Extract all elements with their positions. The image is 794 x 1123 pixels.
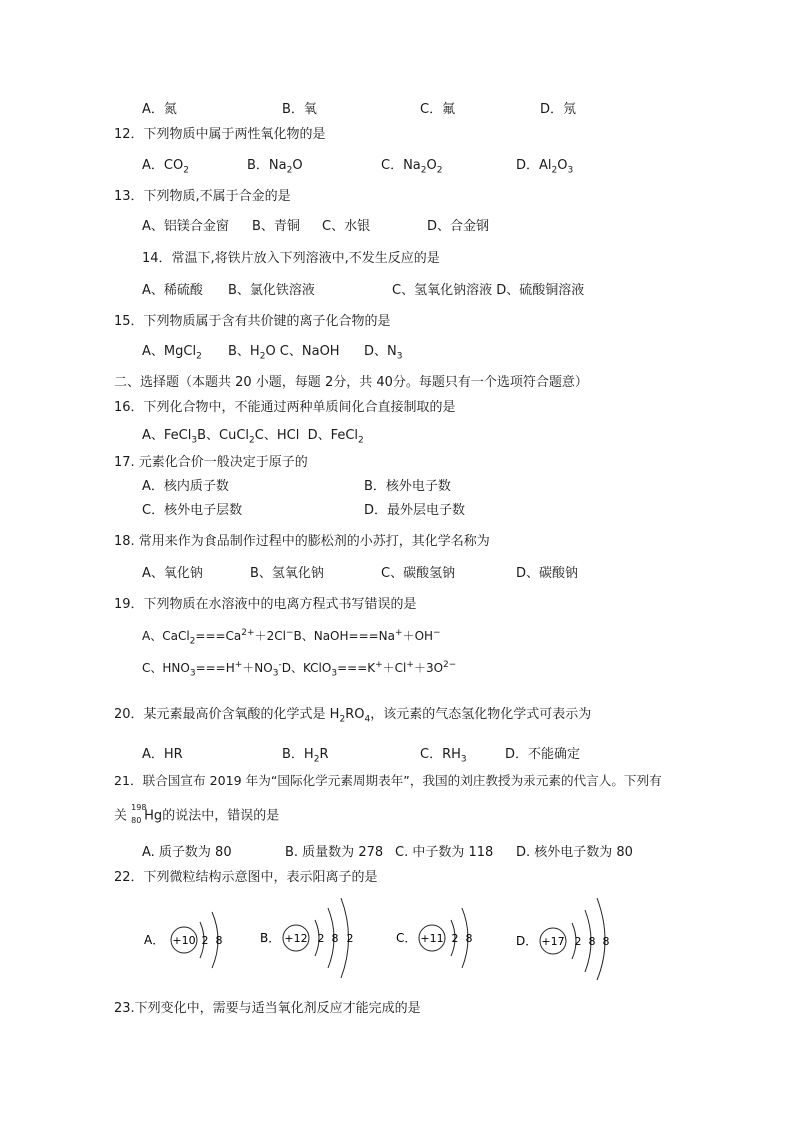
q12-option-d: D．$Al_2O_3$ [516,158,574,176]
q13-stem: 13．下列物质,不属于合金的是 [114,189,291,204]
q17-stem: 17. 元素化合价一般决定于原子的 [114,455,308,470]
q17-option-c: C．核外电子层数 [142,503,243,518]
section-heading: 二、选择题（本题共 20 小题，每题 2分，共 40分。每题只有一个选项符合题意） [114,375,588,390]
nuclide-symbol: 198 80 [131,803,147,825]
q20-option-c: C．$RH_3$ [420,747,467,765]
q19-options-cd: C、$HNO_3===H^++NO_3^-D$、$KClO_3===K^++Cl^++3O^{2-}$ [142,660,457,679]
atom-a-nucleus: +10 [172,934,196,947]
atom-b-shell-1: 2 [317,932,325,945]
atom-a-shell-2: 8 [215,934,223,947]
atom-diagram-d [516,892,626,986]
q21-option-d: D. 核外电子数为 80 [516,845,633,860]
q17-option-d: D．最外层电子数 [364,503,466,518]
q23-stem: 23.下列变化中，需要与适当氧化剂反应才能完成的是 [114,1001,421,1016]
q18-option-c: C、碳酸氢钠 [381,566,456,581]
atom-d-shell-1: 2 [574,935,582,948]
q15-stem: 15．下列物质属于含有共价键的离子化合物的是 [114,314,391,329]
q17-option-b: B．核外电子数 [364,479,451,494]
atom-b-shell-2: 8 [331,932,339,945]
q15-option-a: A、MgCl$_2$ [142,344,202,362]
q20-option-d: D．不能确定 [505,747,581,762]
atom-c-nucleus: +11 [420,932,444,945]
q20-stem: 20．某元素最高价含氧酸的化学式是 $H_2RO_4$，该元素的气态氢化物化学式可表示为 [114,707,592,725]
q18-option-b: B、氢氧化钠 [250,566,324,581]
atom-a-label: A． [144,933,165,947]
atom-a-shell-1: 2 [201,934,209,947]
q19-stem: 19．下列物质在水溶液中的电离方程式书写错误的是 [114,597,417,612]
atom-c-label: C． [396,931,417,945]
q13-option-b: B、青铜 [252,219,300,234]
atom-d-label: D． [516,934,538,948]
q21-option-a: A. 质子数为 80 [142,845,232,860]
atom-c-shell-2: 8 [465,932,473,945]
q19-options-ab: A、$CaCl_2===Ca^{2+}+2Cl^-B$、NaOH===Na+＋OH− [142,628,441,647]
q21-stem-line2: 关 198 80 Hg的说法中，错误的是 [114,803,280,825]
q17-option-a: A．核内质子数 [142,479,229,494]
q18-stem: 18. 常用来作为食品制作过程中的膨松剂的小苏打，其化学名称为 [114,534,490,549]
q11-option-c: C．氟 [420,102,456,117]
atom-d-shell-2: 8 [588,935,596,948]
q15-option-bc: B、$H_2O$ C、NaOH [228,344,340,362]
atom-b-nucleus: +12 [284,932,308,945]
q16-options: A、FeCl$_3$B、CuCl$_2$C、HCl D、FeCl$_2$ [142,428,364,446]
q21-option-b: B. 质量数为 278 [285,845,384,860]
q15-option-d: D、$N_3$ [364,344,403,362]
atom-c-shell-1: 2 [451,932,459,945]
q13-option-c: C、水银 [322,219,371,234]
atom-diagram-b [258,892,368,984]
q21-option-c: C. 中子数为 118 [395,845,494,860]
q20-option-b: B．$H_2R$ [282,747,329,765]
q11-option-b: B．氧 [282,102,317,117]
q14-option-cd: C、氢氧化钠溶液 D、硫酸铜溶液 [392,283,585,298]
atom-b-label: B． [260,931,281,945]
q14-option-a: A、稀硫酸 [142,283,203,298]
atom-diagram-a [142,896,242,980]
q14-option-b: B、氯化铁溶液 [228,283,315,298]
q12-stem: 12．下列物质中属于两性氧化物的是 [114,127,326,142]
atom-b-shell-3: 2 [346,932,354,945]
q22-stem: 22．下列微粒结构示意图中，表示阳离子的是 [114,870,378,885]
q12-option-a: A．$CO_2$ [142,158,189,176]
q12-option-b: B．$Na_2O$ [247,158,303,176]
q20-option-a: A．HR [142,747,183,762]
q18-option-d: D、碳酸钠 [516,566,579,581]
atom-diagram-c [396,896,496,980]
atom-d-nucleus: +17 [541,935,565,948]
q13-option-a: A、铝镁合金窗 [142,219,229,234]
q11-option-d: D．氖 [540,102,577,117]
q12-option-c: C．$Na_2O_2$ [381,158,443,176]
q11-option-a: A．氮 [142,102,177,117]
q21-stem-line1: 21．联合国宣布 2019 年为“国际化学元素周期表年”，我国的刘庄教授为汞元素的代言人。下列有 [114,773,662,788]
q13-option-d: D、合金钢 [427,219,490,234]
q18-option-a: A、氧化钠 [142,566,203,581]
q14-stem: 14．常温下,将铁片放入下列溶液中,不发生反应的是 [142,251,440,266]
q16-stem: 16．下列化合物中，不能通过两种单质间化合直接制取的是 [114,400,456,415]
atom-d-shell-3: 8 [602,935,610,948]
